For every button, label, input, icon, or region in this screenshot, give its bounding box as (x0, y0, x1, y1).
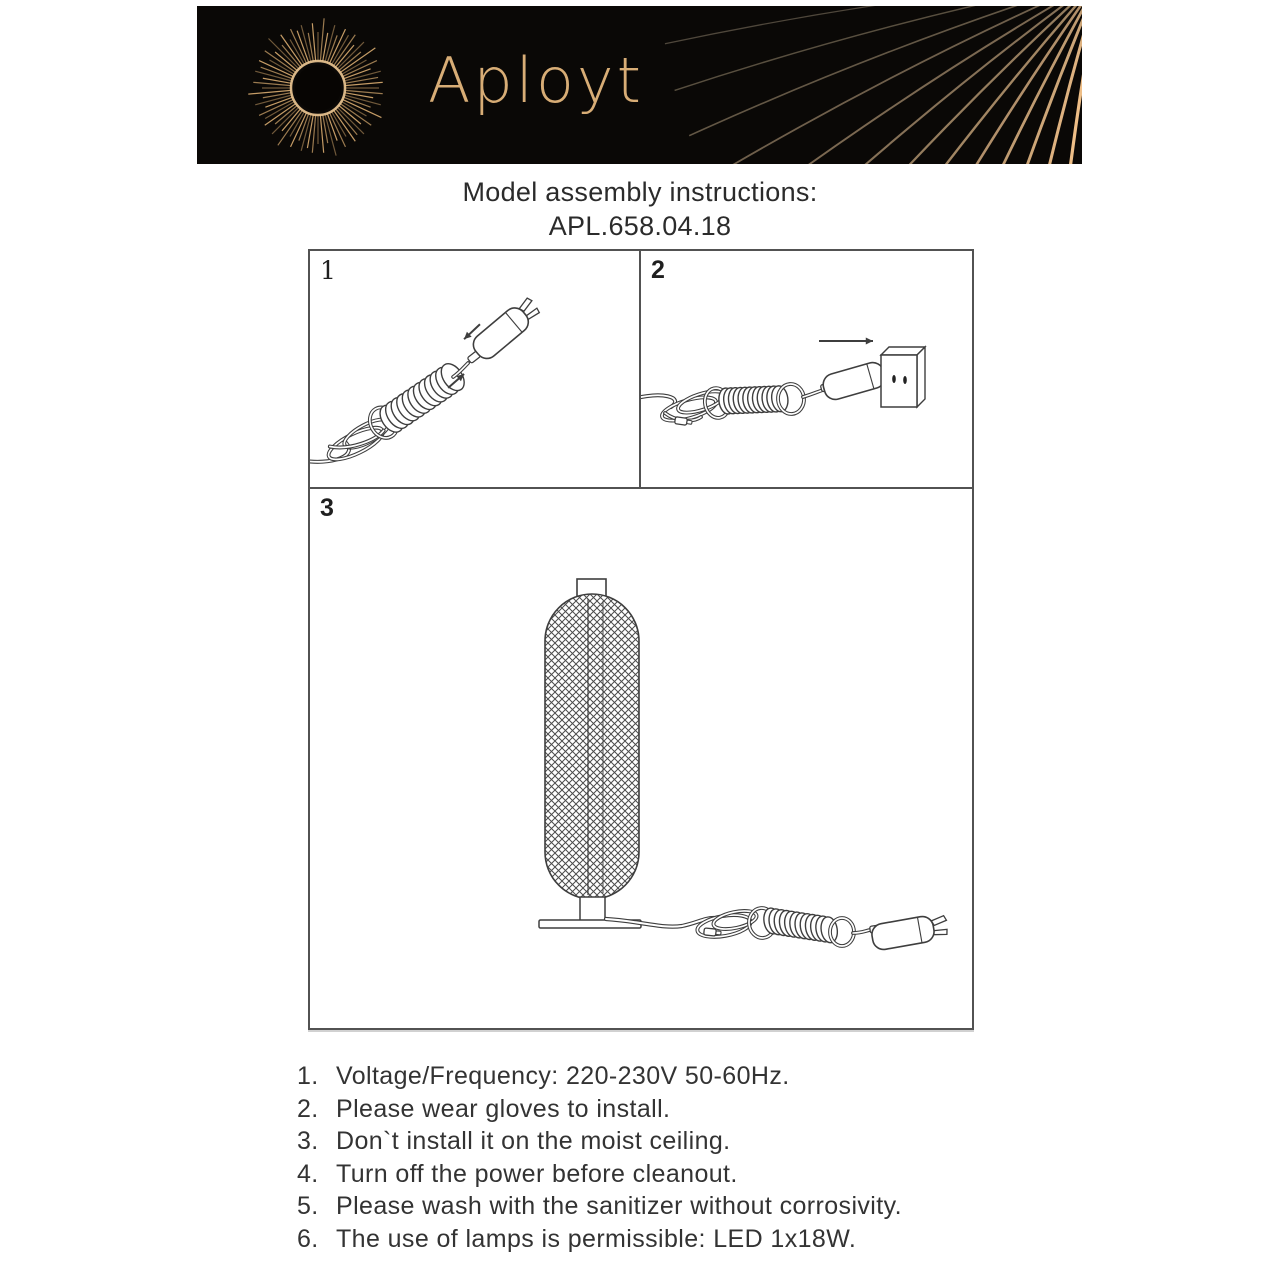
instruction-text: The use of lamps is permissible: LED 1x18W. (336, 1224, 857, 1253)
instruction-item (297, 1160, 1097, 1193)
figure-panel-3 (310, 489, 972, 1028)
figure-number: 3 (320, 494, 334, 522)
cord-connector-to-adapter-illustration (310, 251, 639, 487)
instruction-number: 5. (297, 1192, 319, 1221)
title-block (0, 175, 1280, 243)
instruction-item (297, 1062, 1097, 1095)
figure-number: 2 (651, 256, 665, 284)
instruction-item (297, 1225, 1097, 1258)
instruction-text: Please wear gloves to install. (336, 1094, 671, 1123)
instruction-item (297, 1127, 1097, 1160)
instruction-number: 6. (297, 1224, 319, 1253)
assembly-figures (308, 249, 974, 1030)
instruction-item (297, 1192, 1097, 1225)
instruction-text: Please wash with the sanitizer without corrosivity. (336, 1192, 902, 1221)
adapter-plug-to-wall-outlet-illustration (641, 251, 972, 487)
instruction-number: 2. (297, 1094, 319, 1123)
instruction-number: 1. (297, 1062, 319, 1090)
instruction-number: 3. (297, 1127, 319, 1156)
instruction-text: Turn off the power before cleanout. (336, 1159, 738, 1188)
figure-panel-1 (310, 251, 641, 487)
figure-panel-2 (641, 251, 972, 487)
model-number: APL.658.04.18 (548, 211, 732, 241)
instruction-number: 4. (297, 1159, 319, 1188)
figure-row-top (310, 251, 972, 489)
instruction-text: Don`t install it on the moist ceiling. (336, 1127, 731, 1156)
page-title: Model assembly instructions: (462, 177, 818, 207)
figure-number: 1 (320, 256, 336, 285)
brand-banner (197, 6, 1082, 164)
instruction-item (297, 1095, 1097, 1128)
instruction-text: Voltage/Frequency: 220-230V 50-60Hz. (336, 1062, 790, 1090)
assembled-table-lamp-with-cord-illustration (310, 489, 972, 1028)
brand-wordmark: Aployt (428, 44, 644, 117)
instruction-list (257, 1062, 1097, 1258)
